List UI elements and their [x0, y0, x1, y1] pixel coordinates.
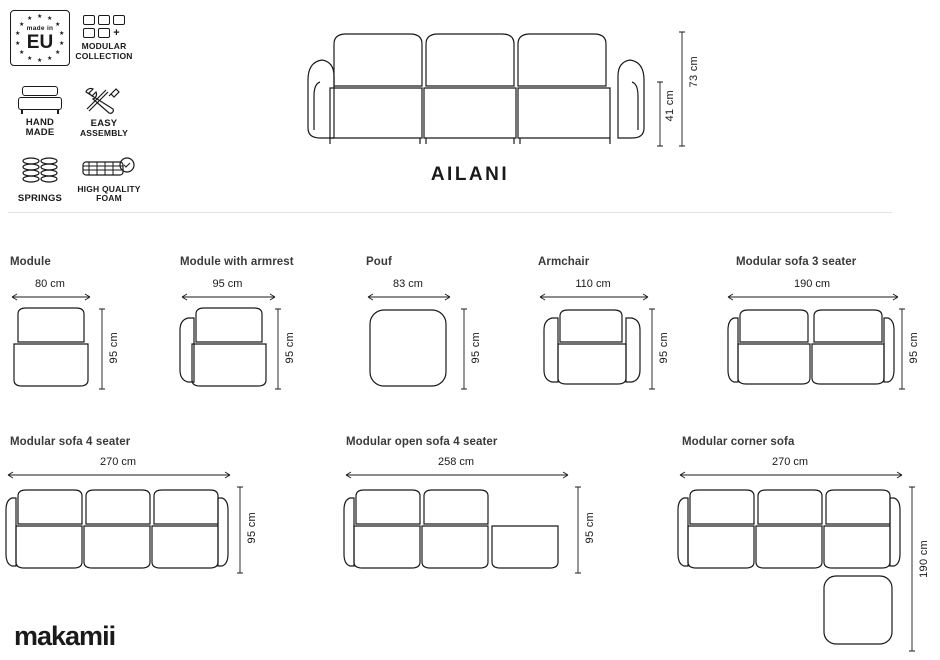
badge-springs	[8, 155, 72, 204]
easy-assembly-label-line2: ASSEMBLY	[79, 128, 129, 139]
product-name: AILANI	[430, 164, 510, 185]
item-module-armrest-height-label: 95 cm	[284, 332, 296, 364]
easy-assembly-label-line1: EASY	[90, 118, 118, 130]
foam-label-line1: HIGH QUALITY	[77, 183, 141, 194]
tools-icon	[82, 84, 126, 116]
item-module-armrest-width-arrow	[180, 294, 277, 300]
item-open-sofa-4-seater-height-label: 95 cm	[584, 512, 596, 544]
sofa-icon	[18, 84, 62, 114]
item-corner-sofa-width-arrow	[678, 472, 904, 478]
item-pouf	[366, 256, 392, 268]
item-sofa-3-seater-height-label: 95 cm	[908, 332, 920, 364]
springs-label: SPRINGS	[17, 192, 63, 204]
item-corner-sofa	[682, 436, 794, 448]
badge-easy-assembly	[72, 84, 136, 139]
item-sofa-3-seater-shape	[726, 306, 900, 392]
item-module-height-label: 95 cm	[108, 332, 120, 364]
item-module-height-arrow	[98, 306, 106, 392]
item-open-sofa-4-seater-width-arrow	[344, 472, 570, 478]
hero-dimension-lines	[652, 28, 692, 150]
item-corner-sofa-shape	[678, 484, 904, 654]
badge-made-in-eu	[8, 10, 72, 66]
badge-modular-collection	[72, 15, 136, 61]
brand-logo-text: makamii	[14, 621, 116, 651]
modular-grid-icon	[83, 15, 125, 38]
item-open-sofa-4-seater	[346, 436, 498, 448]
badge-row-1	[8, 10, 158, 66]
item-armchair-shape	[538, 306, 650, 392]
modular-plus-label: +	[113, 27, 120, 40]
eu-made-in-label: made in	[26, 24, 54, 32]
item-corner-sofa-title: Modular corner sofa	[682, 436, 795, 448]
section-divider	[8, 212, 892, 213]
eu-label: EU	[26, 31, 54, 53]
item-corner-sofa-height-label: 190 cm	[918, 540, 930, 578]
item-armchair-width-label: 110 cm	[575, 278, 611, 290]
item-sofa-4-seater-shape	[6, 484, 232, 576]
item-module-armrest-shape	[180, 306, 277, 392]
item-armchair-height-label: 95 cm	[658, 332, 670, 364]
brand-logo	[14, 621, 115, 652]
item-sofa-4-seater-width-arrow	[6, 472, 232, 478]
item-sofa-4-seater-height-label: 95 cm	[246, 512, 258, 544]
item-open-sofa-4-seater-width-label: 258 cm	[437, 456, 475, 468]
item-sofa-3-seater	[736, 256, 856, 268]
item-sofa-4-seater-width-label: 270 cm	[99, 456, 137, 468]
item-module-width-arrow	[10, 294, 92, 300]
badge-high-quality-foam	[72, 156, 146, 204]
eu-badge-icon	[10, 10, 70, 66]
item-module-armrest-height-arrow	[274, 306, 282, 392]
item-corner-sofa-height-arrow	[908, 484, 916, 654]
item-module-armrest	[180, 256, 294, 268]
feature-badges	[8, 10, 158, 216]
eu-stars-icon: ★ ★ ★ ★ ★ ★ ★ ★ ★ ★ ★ ★ ★ ★	[15, 14, 65, 64]
item-sofa-3-seater-width-label: 190 cm	[793, 278, 831, 290]
hand-made-label-line1: HAND	[25, 117, 55, 128]
item-pouf-height-label: 95 cm	[470, 332, 482, 364]
hero-seat-height-label: 41 cm	[664, 90, 676, 122]
springs-icon	[18, 155, 62, 191]
item-module-title: Module	[10, 256, 51, 268]
item-sofa-3-seater-title: Modular sofa 3 seater	[736, 256, 857, 268]
item-pouf-width-label: 83 cm	[393, 278, 423, 290]
item-open-sofa-4-seater-height-arrow	[574, 484, 582, 576]
badge-row-2	[8, 84, 158, 139]
badge-hand-made	[8, 84, 72, 139]
item-sofa-4-seater-height-arrow	[236, 484, 244, 576]
item-armchair-title: Armchair	[538, 256, 590, 268]
item-sofa-4-seater	[10, 436, 130, 448]
item-sofa-4-seater-title: Modular sofa 4 seater	[10, 436, 131, 448]
hand-made-label-line2: MADE	[25, 127, 55, 139]
foam-label-line2: FOAM	[96, 193, 122, 204]
item-pouf-width-arrow	[366, 294, 452, 300]
item-armchair-height-arrow	[648, 306, 656, 392]
item-module	[10, 256, 51, 268]
item-corner-sofa-width-label: 270 cm	[771, 456, 809, 468]
modular-label-line2: COLLECTION	[75, 50, 133, 61]
hero-total-height-label: 73 cm	[688, 56, 700, 88]
item-pouf-shape	[366, 306, 452, 392]
item-module-width-label: 80 cm	[35, 278, 65, 290]
hero-sofa-illustration	[300, 22, 700, 152]
item-module-armrest-width-label: 95 cm	[212, 278, 243, 290]
item-open-sofa-4-seater-shape	[344, 484, 570, 576]
modular-label-line1: MODULAR	[81, 41, 127, 52]
item-sofa-3-seater-width-arrow	[726, 294, 900, 300]
item-pouf-height-arrow	[460, 306, 468, 392]
item-pouf-title: Pouf	[366, 256, 392, 268]
foam-icon	[81, 156, 137, 182]
item-armchair-width-arrow	[538, 294, 650, 300]
item-open-sofa-4-seater-title: Modular open sofa 4 seater	[346, 436, 498, 448]
item-armchair	[538, 256, 589, 268]
item-module-shape	[10, 306, 92, 392]
item-module-armrest-title: Module with armrest	[180, 256, 294, 268]
badge-row-3	[8, 155, 158, 204]
item-sofa-3-seater-height-arrow	[898, 306, 906, 392]
